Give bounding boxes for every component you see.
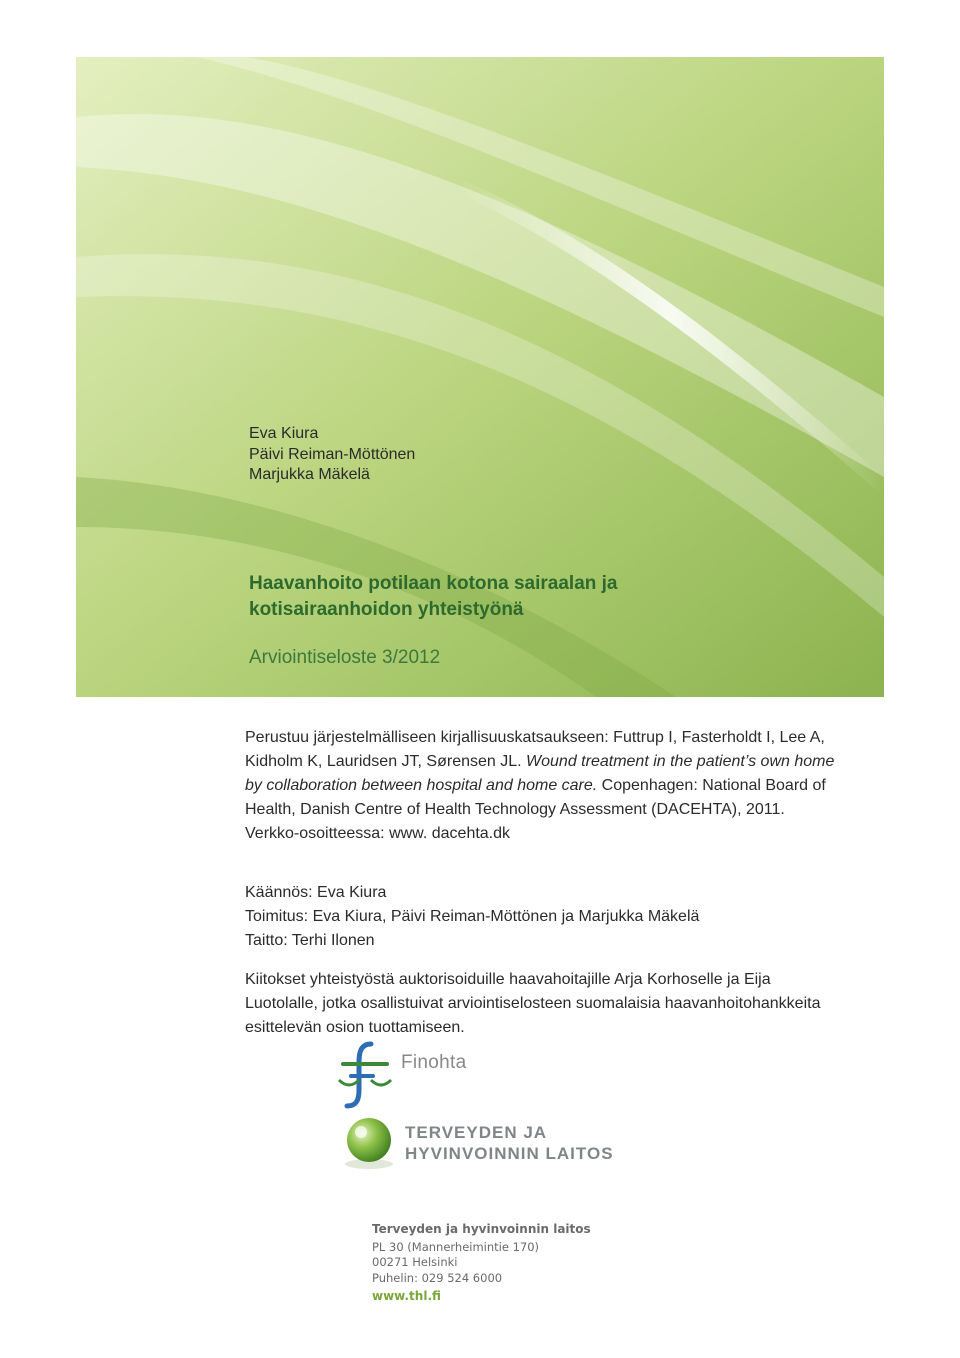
- authors-list: [249, 424, 415, 486]
- document-title: [249, 571, 618, 623]
- layout-credit: Taitto: Terhi Ilonen: [245, 932, 375, 949]
- thl-logo: [325, 1112, 655, 1172]
- author-name: Päivi Reiman-Möttönen: [249, 445, 416, 463]
- editing-credit: Toimitus: Eva Kiura, Päivi Reiman-Möttönen ja Marjukka Mäkelä: [245, 908, 700, 925]
- series-label: Arviointiseloste 3/2012: [249, 647, 441, 668]
- publisher-website: www.thl.fi: [372, 1289, 441, 1303]
- title-line: Haavanhoito potilaan kotona sairaalan ja: [249, 573, 618, 594]
- source-text: Perustuu järjestelmälliseen kirjallisuuskatsaukseen: Futtrup I, Fasterholdt I, Lee A, Kidholm K, Lauridsen JT, Sørensen JL.: [245, 729, 825, 770]
- finohta-wordmark: Finohta: [401, 1052, 467, 1073]
- acknowledgements-paragraph: Kiitokset yhteistyöstä auktorisoiduille haavahoitajille Arja Korhoselle ja Eija Luotolalle, jotka osallistuivat arviointiselosteen suomalaisia haavanhoitohankkeita esittelevän osion tuottamiseen.: [245, 971, 821, 1036]
- source-italic-title: Wound treatment in the patient’s own home by collaboration between hospital and home care.: [245, 753, 835, 794]
- finohta-logo: [335, 1040, 515, 1112]
- source-web-address: Verkko-osoitteessa: www. dacehta.dk: [245, 825, 511, 842]
- author-name: Eva Kiura: [249, 425, 319, 442]
- title-line: kotisairaanhoidon yhteistyönä: [249, 599, 524, 620]
- source-text: Copenhagen: National Board of Health, Danish Centre of Health Technology Assessment (DACEHTA), 2011.: [245, 777, 826, 818]
- thl-wordmark: [405, 1122, 614, 1164]
- credits-block: [245, 881, 845, 953]
- author-name: Marjukka Mäkelä: [249, 466, 370, 483]
- finohta-scales-icon: [335, 1040, 401, 1112]
- publisher-name: Terveyden ja hyvinvoinnin laitos: [372, 1222, 591, 1236]
- source-paragraph: [245, 726, 845, 846]
- address-street: PL 30 (Mannerheimintie 170): [372, 1239, 540, 1254]
- address-phone: Puhelin: 029 524 6000: [372, 1270, 503, 1285]
- translation-credit: Käännös: Eva Kiura: [245, 884, 387, 901]
- publisher-address: [372, 1222, 591, 1305]
- address-city: 00271 Helsinki: [372, 1255, 458, 1269]
- thl-sphere-icon: [325, 1112, 395, 1172]
- thl-wordmark-line: HYVINVOINNIN LAITOS: [405, 1144, 614, 1163]
- thl-wordmark-line: TERVEYDEN JA: [405, 1123, 548, 1142]
